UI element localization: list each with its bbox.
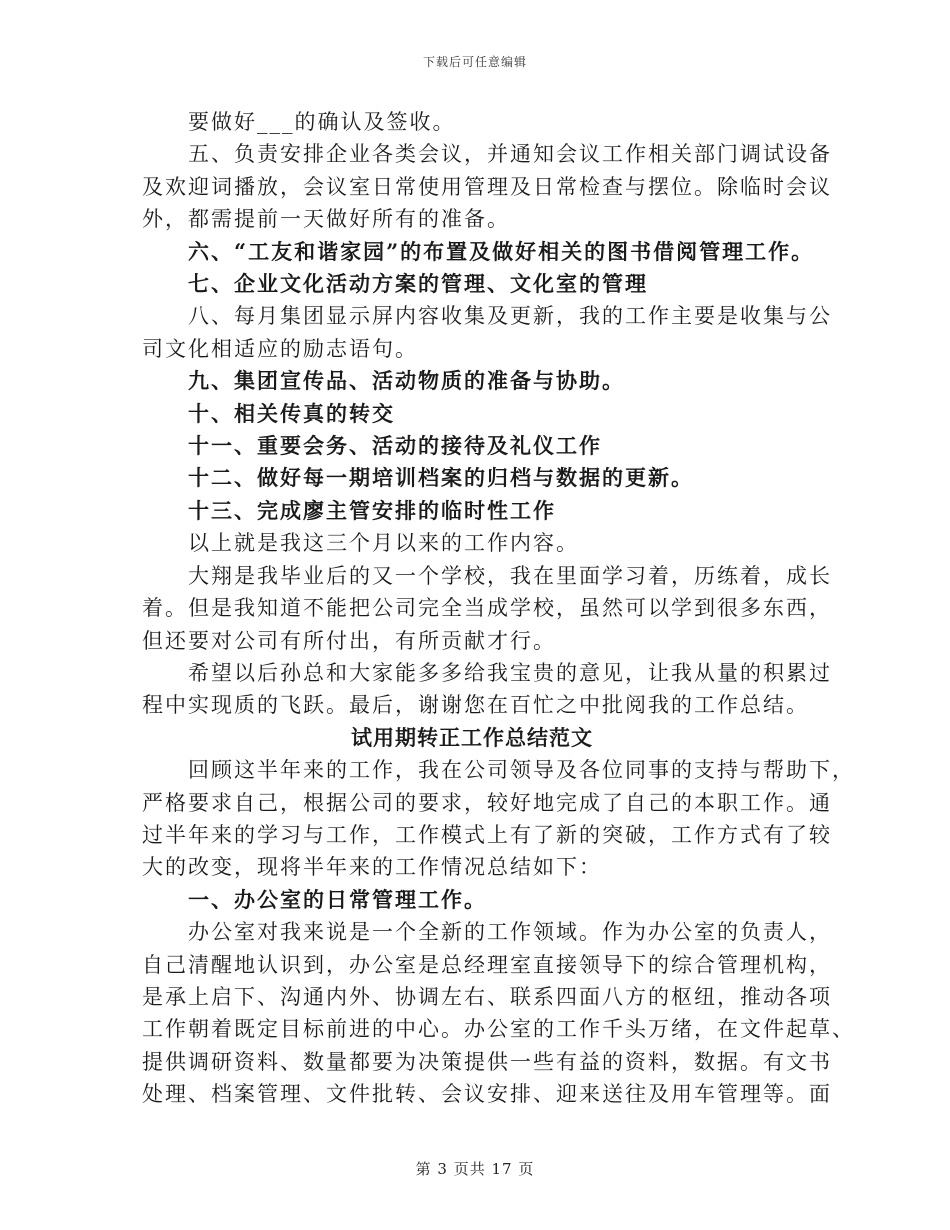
text-line: 着。但是我知道不能把公司完全当成学校，虽然可以学到很多东西， bbox=[142, 596, 832, 621]
document-title: 试用期转正工作总结范文 bbox=[351, 724, 593, 750]
text-line: 处理、档案管理、文件批转、会议安排、迎来送往及用车管理等。面 bbox=[142, 1082, 832, 1107]
text-line: 自己清醒地认识到，办公室是总经理室直接领导下的综合管理机构， bbox=[142, 952, 832, 977]
text-line: 外，都需提前一天做好所有的准备。 bbox=[142, 207, 510, 232]
section-heading: 十三、完成廖主管安排的临时性工作 bbox=[188, 497, 556, 523]
section-heading: 六、“工友和谐家园”的布置及做好相关的图书借阅管理工作。 bbox=[188, 238, 815, 264]
text-line: 工作朝着既定目标前进的中心。办公室的工作千头万绪，在文件起草、 bbox=[142, 1017, 855, 1042]
text-line: 要做好___的确认及签收。 bbox=[188, 110, 456, 134]
section-heading: 七、企业文化活动方案的管理、文化室的管理 bbox=[188, 271, 648, 297]
text-line: 大的改变，现将半年来的工作情况总结如下： bbox=[142, 855, 602, 880]
section-heading: 一、办公室的日常管理工作。 bbox=[188, 886, 487, 912]
page-header: 下载后可任意编辑 bbox=[422, 55, 527, 69]
text-line: 但还要对公司有所付出，有所贡献才行。 bbox=[142, 628, 556, 653]
text-line: 及欢迎词播放，会议室日常使用管理及日常检查与摆位。除临时会议 bbox=[142, 174, 832, 199]
text-line: 办公室对我来说是一个全新的工作领域。作为办公室的负责人， bbox=[188, 920, 832, 945]
text-line: 八、每月集团显示屏内容收集及更新，我的工作主要是收集与公 bbox=[188, 304, 832, 329]
text-line: 是承上启下、沟通内外、协调左右、联系四面八方的枢纽，推动各项 bbox=[142, 984, 832, 1009]
text-line: 提供调研资料、数量都要为决策提供一些有益的资料，数据。有文书 bbox=[142, 1049, 832, 1074]
section-heading: 十、相关传真的转交 bbox=[188, 400, 395, 426]
text-line: 回顾这半年来的工作，我在公司领导及各位同事的支持与帮助下， bbox=[188, 758, 855, 783]
text-line: 希望以后孙总和大家能多多给我宝贵的意见，让我从量的积累过 bbox=[188, 660, 832, 685]
text-line: 司文化相适应的励志语句。 bbox=[142, 336, 418, 361]
section-heading: 十一、重要会务、活动的接待及礼仪工作 bbox=[188, 433, 602, 459]
page-footer: 第 3 页共 17 页 bbox=[415, 1160, 535, 1178]
section-heading: 九、集团宣传品、活动物质的准备与协助。 bbox=[188, 368, 625, 394]
text-line: 程中实现质的飞跃。最后，谢谢您在百忙之中批阅我的工作总结。 bbox=[142, 693, 809, 718]
section-heading: 十二、做好每一期培训档案的归档与数据的更新。 bbox=[188, 465, 694, 491]
text-line: 大翔是我毕业后的又一个学校，我在里面学习着，历练着，成长 bbox=[188, 563, 832, 588]
text-line: 严格要求自己，根据公司的要求，较好地完成了自己的本职工作。通 bbox=[142, 790, 832, 815]
text-line: 以上就是我这三个月以来的工作内容。 bbox=[188, 531, 579, 556]
document-body bbox=[142, 106, 855, 1111]
text-line: 过半年来的学习与工作，工作模式上有了新的突破，工作方式有了较 bbox=[142, 822, 832, 847]
text-line: 五、负责安排企业各类会议，并通知会议工作相关部门调试设备 bbox=[188, 142, 832, 167]
